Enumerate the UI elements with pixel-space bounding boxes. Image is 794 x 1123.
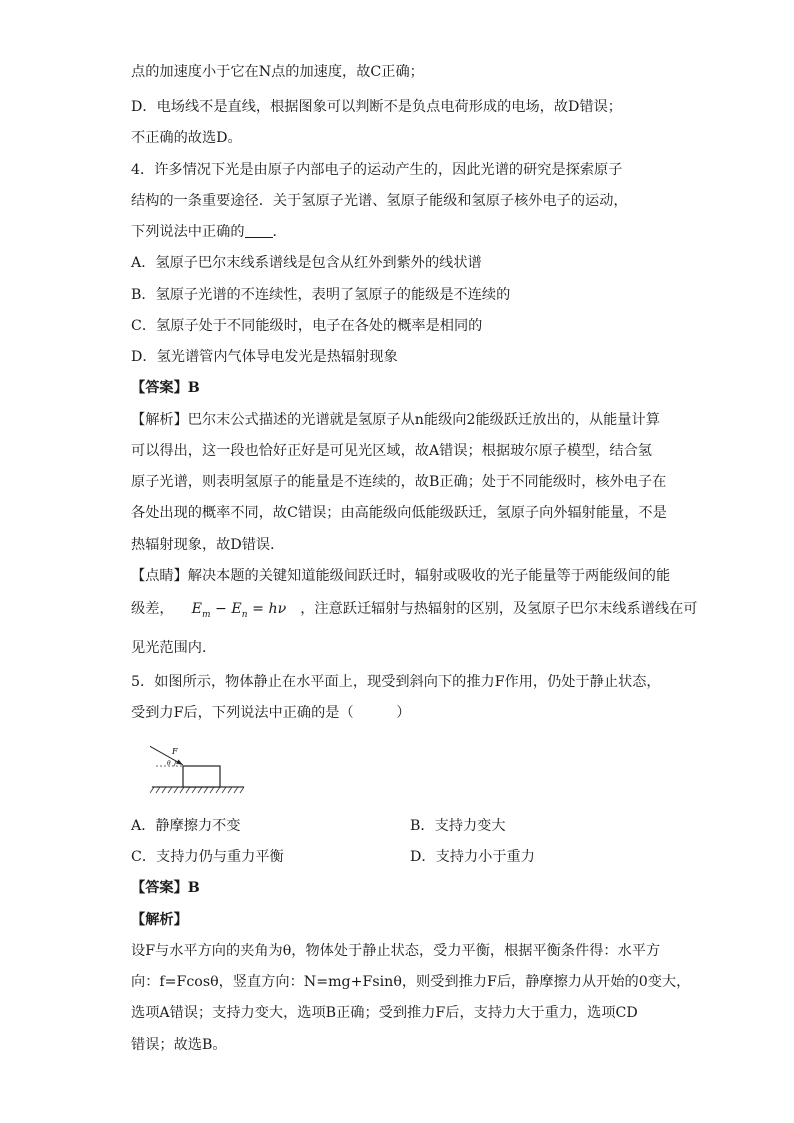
answer-label: 【答案】B [131, 380, 200, 396]
analysis-text: 原子光谱，则表明氢原子的能量是不连续的，故B正确；处于不同能级时，核外电子在 [131, 474, 667, 490]
ground-hatching [150, 787, 244, 793]
angle-arc [174, 761, 176, 767]
text-line: 点的加速度小于它在N点的加速度，故C正确； [131, 64, 424, 80]
text-line: D．电场线不是直线，根据图象可以判断不是负点电荷形成的电场，故D错误； [131, 99, 622, 115]
key-point-text: 见光范围内． [131, 640, 217, 656]
question-4-text: 4．许多情况下光是由原子内部电子的运动产生的，因此光谱的研究是探索原子 [131, 162, 623, 178]
analysis-text: 错误；故选B。 [131, 1037, 227, 1053]
option-a: A．氢原子巴尔末线系谱线是包含从红外到紫外的线状谱 [131, 255, 482, 271]
question-5-text: 受到力F后，下列说法中正确的是（ ） [131, 705, 411, 721]
option-b: B．支持力变大 [410, 818, 506, 834]
option-c: C．支持力仍与重力平衡 [131, 849, 284, 865]
answer-label: 【答案】B [131, 880, 200, 896]
option-d: D．氢光谱管内气体导电发光是热辐射现象 [131, 349, 398, 365]
key-point-suffix: ，注意跃迁辐射与热辐射的区别，及氢原子巴尔末线系谱线在可 [300, 601, 698, 617]
text-line: 不正确的故选D。 [131, 130, 242, 146]
analysis-text: 向：f=Fcosθ，竖直方向：N=mg+Fsinθ，则受到推力F后，静摩擦力从开始的0变大， [131, 974, 691, 990]
option-b: B．氢原子光谱的不连续性，表明了氢原子的能级是不连续的 [131, 287, 511, 303]
force-arrowhead [176, 760, 183, 766]
option-c: C．氢原子处于不同能级时，电子在各处的概率是相同的 [131, 318, 483, 334]
block-object [183, 766, 220, 787]
energy-formula [191, 601, 287, 620]
formula-eq: = hν [247, 601, 287, 617]
key-point-prefix: 级差， [131, 601, 174, 617]
formula-minus: − [210, 601, 232, 617]
question-4-prompt: 下列说法中正确的 [131, 224, 245, 240]
force-label: F [172, 747, 178, 756]
question-5-text: 5．如图所示，物体静止在水平面上，现受到斜向下的推力F作用，仍处于静止状态， [131, 674, 661, 690]
analysis-label: 【解析】 [131, 912, 188, 928]
key-point-text [131, 599, 698, 625]
formula-e: E [191, 601, 202, 617]
analysis-text: 可以得出，这一段也恰好正好是可见光区域，故A错误；根据玻尔原子模型，结合氢 [131, 443, 652, 459]
analysis-text: 各处出现的概率不同，故C错误；由高能级向低能级跃迁，氢原子向外辐射能量，不是 [131, 505, 667, 521]
option-d: D．支持力小于重力 [410, 849, 535, 865]
question-4-text: 下列说法中正确的 ． [131, 224, 287, 240]
analysis-text: 设F与水平方向的夹角为θ，物体处于静止状态，受力平衡，根据平衡条件得：水平方 [131, 943, 661, 959]
analysis-text: 热辐射现象，故D错误． [131, 537, 285, 553]
analysis-text: 【解析】巴尔末公式描述的光谱就是氢原子从n能级向2能级跃迁放出的，从能量计算 [131, 412, 660, 428]
formula-e: E [231, 601, 242, 617]
analysis-text: 选项A错误；支持力变大，选项B正确；受到推力F后，支持力大于重力，选项CD [131, 1005, 638, 1021]
answer-blank [245, 223, 273, 238]
question-4-text: 结构的一条重要途径．关于氢原子光谱、氢原子能级和氢原子核外电子的运动， [131, 193, 628, 209]
option-a: A．静摩擦力不变 [131, 818, 241, 834]
formula-sub-m: m [201, 609, 211, 620]
key-point-text: 【点睛】解决本题的关键知道能级间跃迁时，辐射或吸收的光子能量等于两能级间的能 [131, 568, 671, 584]
force-diagram [150, 738, 250, 800]
angle-label: θ [167, 760, 171, 767]
formula-sub-n: n [241, 609, 248, 620]
